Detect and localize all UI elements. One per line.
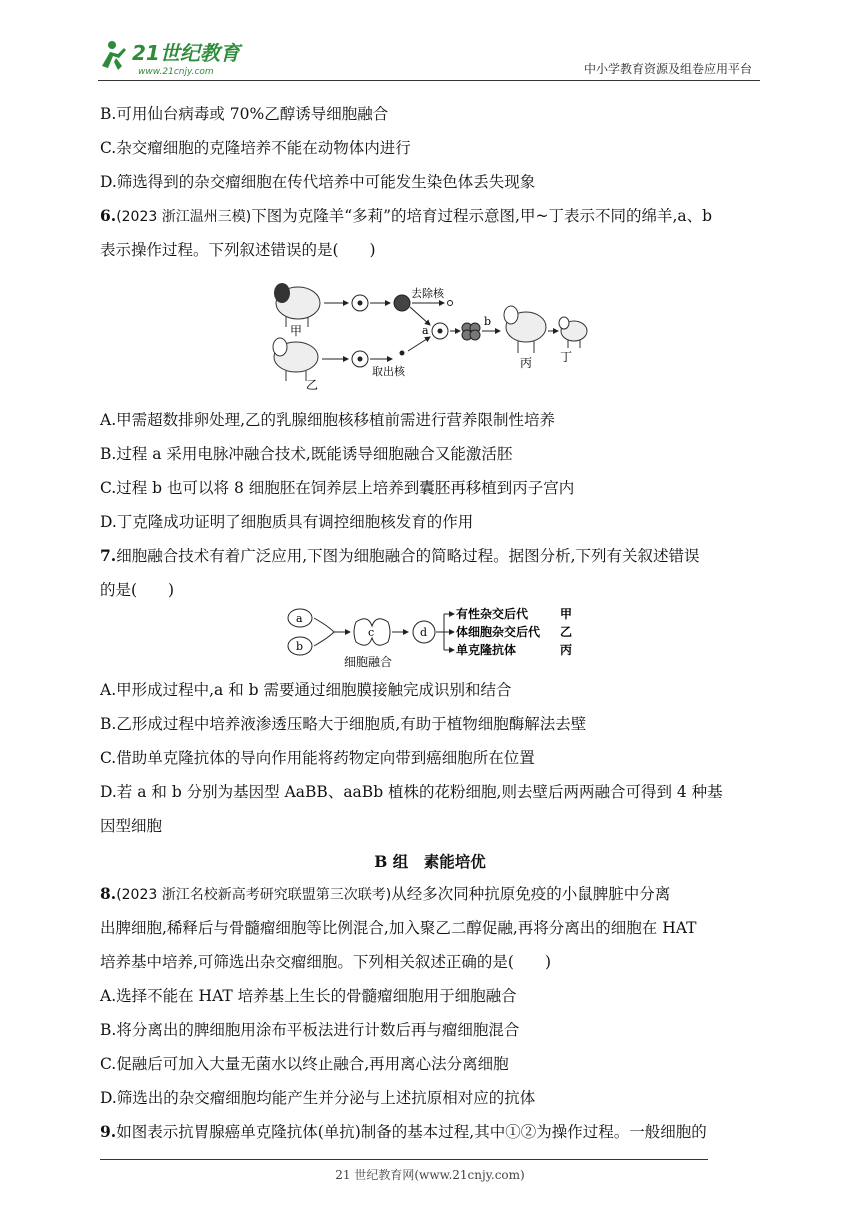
footer-divider — [100, 1159, 708, 1160]
q6-option-b: B.过程 a 采用电脉冲融合技术,既能诱导细胞融合又能激活胚 — [100, 445, 513, 463]
question-stem: 如图表示抗胃腺癌单克隆抗体(单抗)制备的基本过程,其中①②为操作过程。一般细胞的 — [116, 1123, 707, 1141]
q7-stem-line1 — [100, 546, 700, 566]
question-number: 8. — [100, 884, 117, 903]
q5-option-d: D.筛选得到的杂交瘤细胞在传代培养中可能发生染色体丢失现象 — [100, 173, 536, 191]
cell-b-label: b — [296, 640, 304, 653]
sheep-yi-icon — [273, 338, 318, 381]
label-bing: 丙 — [520, 356, 533, 370]
label-remove-nucleus: 去除核 — [411, 287, 444, 300]
q7-option-d-line2: 因型细胞 — [100, 817, 163, 835]
q8-option-d: D.筛选出的杂交瘤细胞均能产生并分泌与上述抗原相对应的抗体 — [100, 1089, 536, 1107]
sheep-bing-icon — [504, 306, 546, 353]
sheep-jia-icon — [274, 283, 320, 327]
platform-label: 中小学教育资源及组卷应用平台 — [583, 62, 752, 76]
page-footer: 21 世纪教育网(www.21cnjy.com) — [335, 1168, 525, 1182]
label-take-nucleus: 取出核 — [372, 365, 405, 378]
q8-option-b: B.将分离出的脾细胞用涂布平板法进行计数后再与瘤细胞混合 — [100, 1021, 520, 1039]
fusion-label: 细胞融合 — [344, 655, 393, 669]
outcome-tag-bing: 丙 — [560, 643, 573, 657]
q7-option-b: B.乙形成过程中培养液渗透压略大于细胞质,有助于植物细胞酶解法去壁 — [100, 715, 587, 733]
q5-option-b: B.可用仙台病毒或 70%乙醇诱导细胞融合 — [100, 105, 389, 123]
q8-option-a: A.选择不能在 HAT 培养基上生长的骨髓瘤细胞用于细胞融合 — [100, 987, 517, 1005]
svg-text:21世纪教育: 21世纪教育 — [132, 41, 240, 65]
q9-stem-line1 — [100, 1122, 707, 1142]
q5-option-c: C.杂交瘤细胞的克隆培养不能在动物体内进行 — [100, 139, 411, 157]
question-stem: 从经多次同种抗原免疫的小鼠脾脏中分离 — [391, 885, 671, 903]
label-ding: 丁 — [560, 350, 573, 364]
label-b: b — [484, 315, 492, 328]
cell-c-label: c — [368, 626, 375, 639]
q6-stem-line1 — [100, 206, 712, 227]
svg-text:www.21cnjy.com: www.21cnjy.com — [138, 67, 214, 77]
question-stem: 下图为克隆羊“多莉”的培育过程示意图,甲~丁表示不同的绵羊,a、b — [251, 207, 713, 225]
q8-stem-line2: 出脾细胞,稀释后与骨髓瘤细胞等比例混合,加入聚乙二醇促融,再将分离出的细胞在 HAT — [100, 919, 697, 937]
outcome-sexual-hybrid: 有性杂交后代 — [456, 607, 529, 621]
question-number: 9. — [100, 1122, 117, 1141]
page-header — [98, 38, 760, 81]
q7-option-a: A.甲形成过程中,a 和 b 需要通过细胞膜接触完成识别和结合 — [100, 681, 512, 699]
q7-option-d-line1: D.若 a 和 b 分别为基因型 AaBB、aaBb 植株的花粉细胞,则去壁后两两融合可得到 4 种基 — [100, 783, 723, 801]
outcome-tag-yi: 乙 — [560, 625, 573, 639]
question-number: 7. — [100, 546, 117, 565]
label-a: a — [422, 324, 429, 337]
q8-option-c: C.促融后可加入大量无菌水以终止融合,再用离心法分离细胞 — [100, 1055, 509, 1073]
q6-option-c: C.过程 b 也可以将 8 细胞胚在饲养层上培养到囊胚再移植到丙子宫内 — [100, 479, 575, 497]
question-source: (2023 浙江温州三模) — [116, 209, 252, 225]
oocyte-icon — [394, 295, 410, 311]
site-logo — [98, 38, 268, 78]
q8-stem-line3: 培养基中培养,可筛选出杂交瘤细胞。下列相关叙述正确的是( ) — [100, 953, 552, 971]
q8-stem-line1 — [100, 884, 670, 905]
label-yi: 乙 — [306, 378, 319, 392]
label-jia: 甲 — [290, 324, 303, 338]
embryo-icon — [462, 323, 480, 340]
outcome-tag-jia: 甲 — [560, 607, 573, 621]
cloning-diagram — [268, 275, 598, 393]
q6-option-d: D.丁克隆成功证明了细胞质具有调控细胞核发育的作用 — [100, 513, 474, 531]
cell-d-label: d — [420, 626, 428, 639]
sheep-ding-icon — [559, 317, 587, 348]
question-stem: 细胞融合技术有着广泛应用,下图为细胞融合的简略过程。据图分析,下列有关叙述错误 — [116, 547, 700, 565]
q6-option-a: A.甲需超数排卵处理,乙的乳腺细胞核移植前需进行营养限制性培养 — [100, 411, 556, 429]
section-heading: B 组 素能培优 — [374, 852, 486, 871]
outcome-monoclonal-antibody: 单克隆抗体 — [456, 643, 517, 657]
question-source: (2023 浙江名校新高考研究联盟第三次联考) — [116, 887, 392, 903]
outcome-somatic-hybrid: 体细胞杂交后代 — [456, 625, 541, 639]
question-number: 6. — [100, 206, 117, 225]
cell-a-label: a — [296, 612, 303, 625]
q6-stem-line2: 表示操作过程。下列叙述错误的是( ) — [100, 241, 376, 259]
q7-option-c: C.借助单克隆抗体的导向作用能将药物定向带到癌细胞所在位置 — [100, 749, 535, 767]
q7-stem-line2: 的是( ) — [100, 581, 175, 599]
cell-fusion-diagram — [284, 604, 584, 670]
